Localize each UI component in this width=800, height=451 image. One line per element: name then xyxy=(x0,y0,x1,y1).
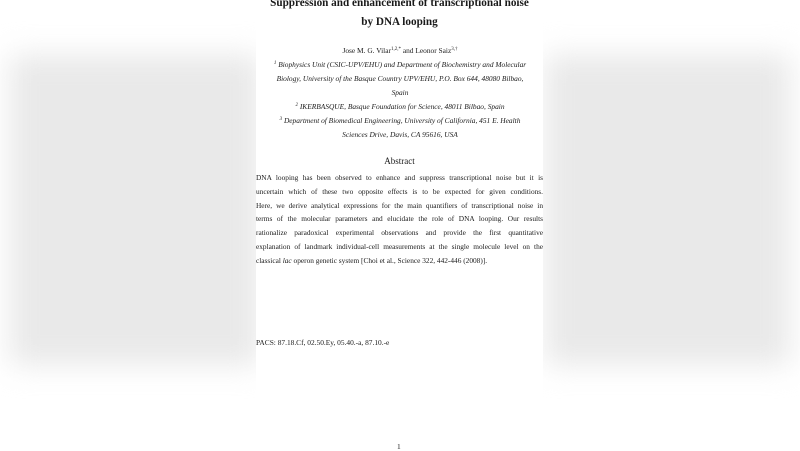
author-1: Jose M. G. Vilar xyxy=(342,46,391,55)
author-2: Leonor Saiz xyxy=(415,46,452,55)
author-1-affiliation-marks: 1,2,* xyxy=(390,47,401,52)
affiliation-1-line-2: Biology, University of the Basque Country UPV/EHU, P.O. Box 644, 48080 Bilbao, xyxy=(276,74,524,83)
abstract-line: terms of the molecular parameters and elucidate the role of DNA looping. Our results xyxy=(256,214,543,224)
abstract-line: explanation of landmark individual-cell measurements at the single molecule level on the xyxy=(256,241,543,251)
affiliation-2-text: IKERBASQUE, Basque Foundation for Science, 48011 Bilbao, Spain xyxy=(299,102,505,111)
affiliation-3-text: Department of Biomedical Engineering, University of California, 451 E. Health xyxy=(283,116,521,125)
abstract-heading: Abstract xyxy=(384,156,415,166)
affiliation-1-line-1 xyxy=(250,58,550,72)
lac-italic: lac xyxy=(282,255,292,265)
abstract-line-last xyxy=(256,254,543,268)
pacs-codes: PACS: 87.18.Cf, 02.50.Ey, 05.40.-a, 87.10.-e xyxy=(256,338,390,347)
paper-page xyxy=(256,0,543,450)
affiliation-2-mark: 2 xyxy=(295,103,298,108)
affiliation-2-line-1 xyxy=(250,100,550,114)
abstract-body xyxy=(256,171,543,268)
paper-title-line-1: Suppression and enhancement of transcriptional noise xyxy=(270,0,529,9)
affiliation-1-text: Biophysics Unit (CSIC-UPV/EHU) and Department of Biochemistry and Molecular xyxy=(278,60,527,69)
paper-title-line-2: by DNA looping xyxy=(361,16,438,28)
abstract-line: DNA looping has been observed to enhance and suppress transcriptional noise but it is xyxy=(256,173,543,182)
author-line xyxy=(250,44,550,58)
affiliation-3-line-2: Sciences Drive, Davis, CA 95616, USA xyxy=(342,130,458,139)
affiliation-1-mark: 1 xyxy=(273,61,277,66)
author-conjunction: and xyxy=(400,46,416,55)
author-2-affiliation-marks: 3,† xyxy=(451,47,458,52)
affiliation-3-mark: 3 xyxy=(279,117,283,122)
page-number: 1 xyxy=(397,442,401,451)
blurred-background-left xyxy=(10,55,260,365)
affiliation-3-line-1 xyxy=(250,114,550,128)
abstract-line: Here, we derive analytical expressions for the main quantifiers of transcriptional noise in xyxy=(256,200,543,210)
abstract-line: uncertain which of these two opposite effects is to be expected for given conditions. xyxy=(256,186,543,196)
abstract-text: classical xyxy=(256,255,283,265)
blurred-background-right xyxy=(545,55,790,365)
abstract-line: rationalize paradoxical experimental observations and provide the first quantitative xyxy=(256,228,543,238)
affiliation-1-line-3: Spain xyxy=(391,88,409,97)
abstract-citation: operon genetic system [Choi et al., Science 322, 442-446 (2008)]. xyxy=(291,255,488,265)
